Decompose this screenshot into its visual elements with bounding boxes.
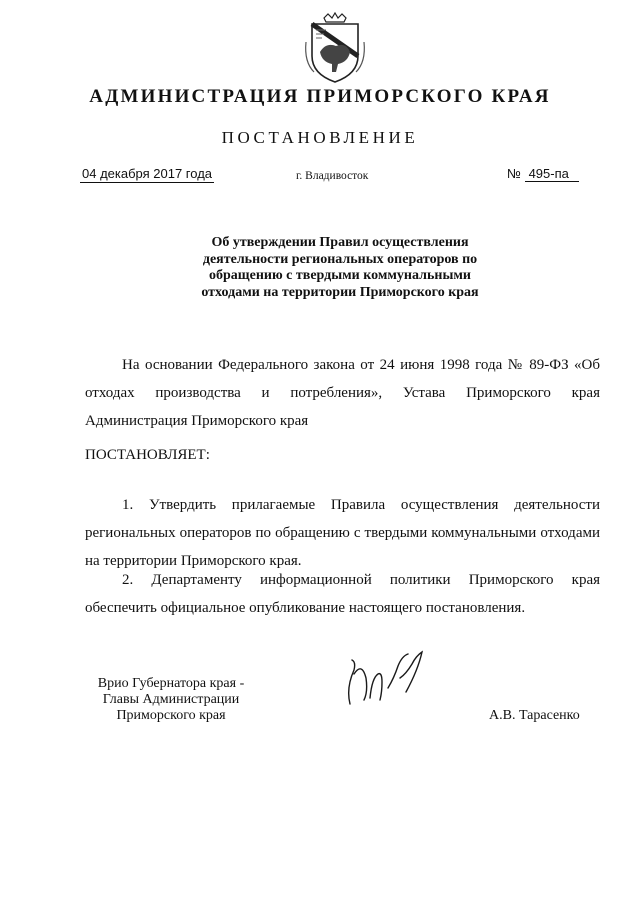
- handwritten-signature: [342, 648, 432, 712]
- title-line: Об утверждении Правил осуществления: [211, 235, 469, 250]
- decree-item-2: 2. Департаменту информационной политики Приморского края обеспечить официальное опубликование настоящего постановления.: [85, 572, 600, 616]
- title-line: деятельности региональных операторов по: [202, 251, 478, 267]
- signatory-position: [66, 676, 276, 724]
- document-number: [507, 166, 579, 182]
- number-value: 495-па: [525, 166, 579, 182]
- title-line: отходами на территории Приморского края: [201, 284, 479, 300]
- document-date: 04 декабря 2017 года: [82, 166, 213, 181]
- position-line: Главы Администрации: [102, 692, 240, 707]
- position-line: Приморского края: [116, 708, 226, 723]
- organization-name: АДМИНИСТРАЦИЯ ПРИМОРСКОГО КРАЯ: [89, 86, 551, 107]
- number-sign: №: [507, 166, 521, 181]
- decree-word: ПОСТАНОВЛЯЕТ:: [85, 447, 210, 463]
- preamble-paragraph: На основании Федерального закона от 24 июня 1998 года № 89-ФЗ «Об отходах производства и потребления», Устава Приморского края Администрация Приморского края: [85, 357, 600, 429]
- coat-of-arms-emblem: [302, 12, 368, 84]
- document-city: г. Владивосток: [296, 170, 369, 182]
- position-line: Врио Губернатора края -: [97, 676, 245, 691]
- document-type: ПОСТАНОВЛЕНИЕ: [221, 128, 419, 147]
- document-title: [160, 235, 520, 301]
- decree-item-1: 1. Утвердить прилагаемые Правила осуществления деятельности региональных операторов по обращению с твердыми коммунальными отходами на территории Приморского края.: [85, 497, 600, 569]
- title-line: обращению с твердыми коммунальными: [209, 268, 471, 283]
- signer-name: А.В. Тарасенко: [489, 708, 580, 723]
